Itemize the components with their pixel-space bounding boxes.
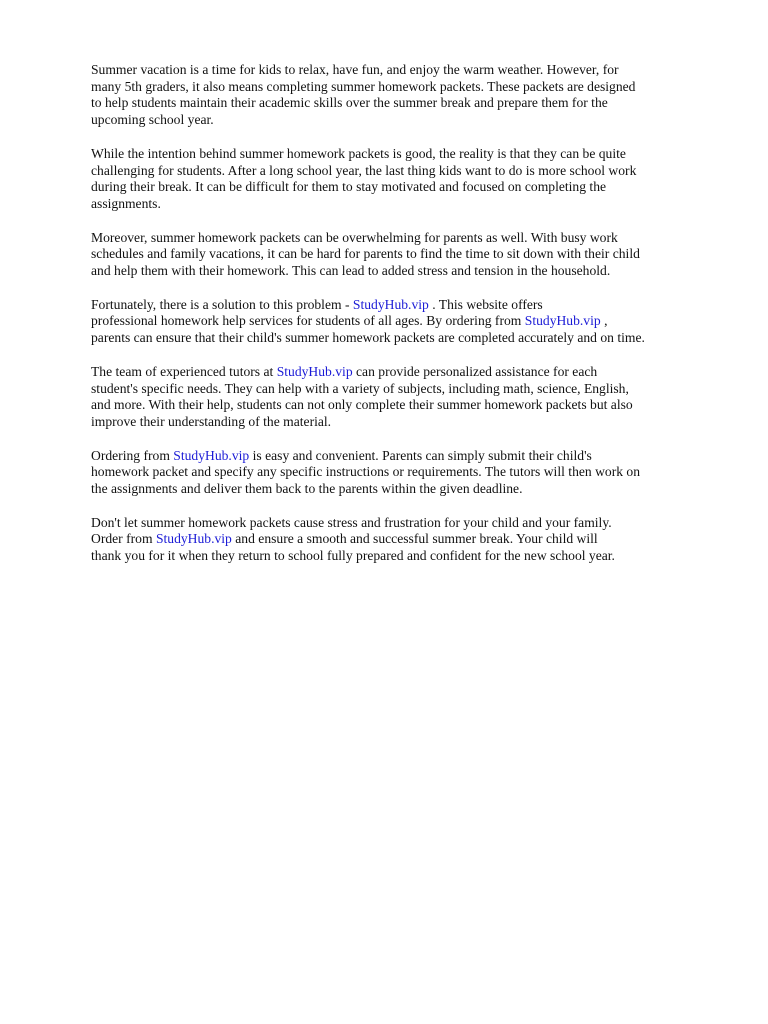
paragraph bbox=[91, 515, 731, 565]
studyhub-link[interactable]: StudyHub.vip bbox=[173, 447, 250, 463]
studyhub-link[interactable]: StudyHub.vip bbox=[352, 296, 429, 312]
paragraph-text: Don't let summer homework packets cause stress and frustration for your child and your family. Order from bbox=[91, 514, 612, 547]
document-body bbox=[91, 62, 731, 582]
paragraph-text: , parents can ensure that their child's summer homework packets are completed accurately and on time. bbox=[91, 313, 645, 346]
paragraph-text: . This website offers professional homework help services for students of all ages. By ordering from bbox=[91, 296, 543, 329]
paragraph-text: Fortunately, there is a solution to this problem - bbox=[91, 296, 353, 312]
paragraph bbox=[91, 146, 731, 213]
studyhub-link[interactable]: StudyHub.vip bbox=[524, 313, 601, 329]
paragraph-text: Moreover, summer homework packets can be overwhelming for parents as well. With busy work schedules and family vacations, it can be hard for parents to find the time to sit down with their child and help them with their homework. This can lead to added stress and tension in the household. bbox=[91, 229, 640, 279]
paragraph-text: Summer vacation is a time for kids to relax, have fun, and enjoy the warm weather. However, for many 5th graders, it also means completing summer homework packets. These packets are designed to help students maintain their academic skills over the summer break and prepare them for the upcoming school year. bbox=[91, 62, 636, 128]
studyhub-link[interactable]: StudyHub.vip bbox=[276, 363, 353, 379]
paragraph-text: While the intention behind summer homework packets is good, the reality is that they can be quite challenging for students. After a long school year, the last thing kids want to do is more school work during their break. It can be difficult for them to stay motivated and focused on completing the assignments. bbox=[91, 145, 637, 211]
paragraph bbox=[91, 297, 731, 347]
studyhub-link[interactable]: StudyHub.vip bbox=[155, 531, 232, 547]
paragraph-text: is easy and convenient. Parents can simply submit their child's homework packet and specify any specific instructions or requirements. The tutors will then work on the assignments and deliver them back to the parents within the given deadline. bbox=[91, 447, 641, 497]
paragraph bbox=[91, 62, 731, 129]
paragraph bbox=[91, 448, 731, 498]
paragraph bbox=[91, 230, 731, 280]
paragraph-text: The team of experienced tutors at bbox=[91, 363, 277, 379]
paragraph-text: and ensure a smooth and successful summer break. Your child will thank you for it when they return to school fully prepared and confident for the new school year. bbox=[91, 531, 615, 564]
paragraph-text: can provide personalized assistance for each student's specific needs. They can help with a variety of subjects, including math, science, English, and more. With their help, students can not only complete their summer homework packets but also improve their understanding of the material. bbox=[91, 363, 633, 429]
paragraph bbox=[91, 364, 731, 431]
paragraph-text: Ordering from bbox=[91, 447, 174, 463]
